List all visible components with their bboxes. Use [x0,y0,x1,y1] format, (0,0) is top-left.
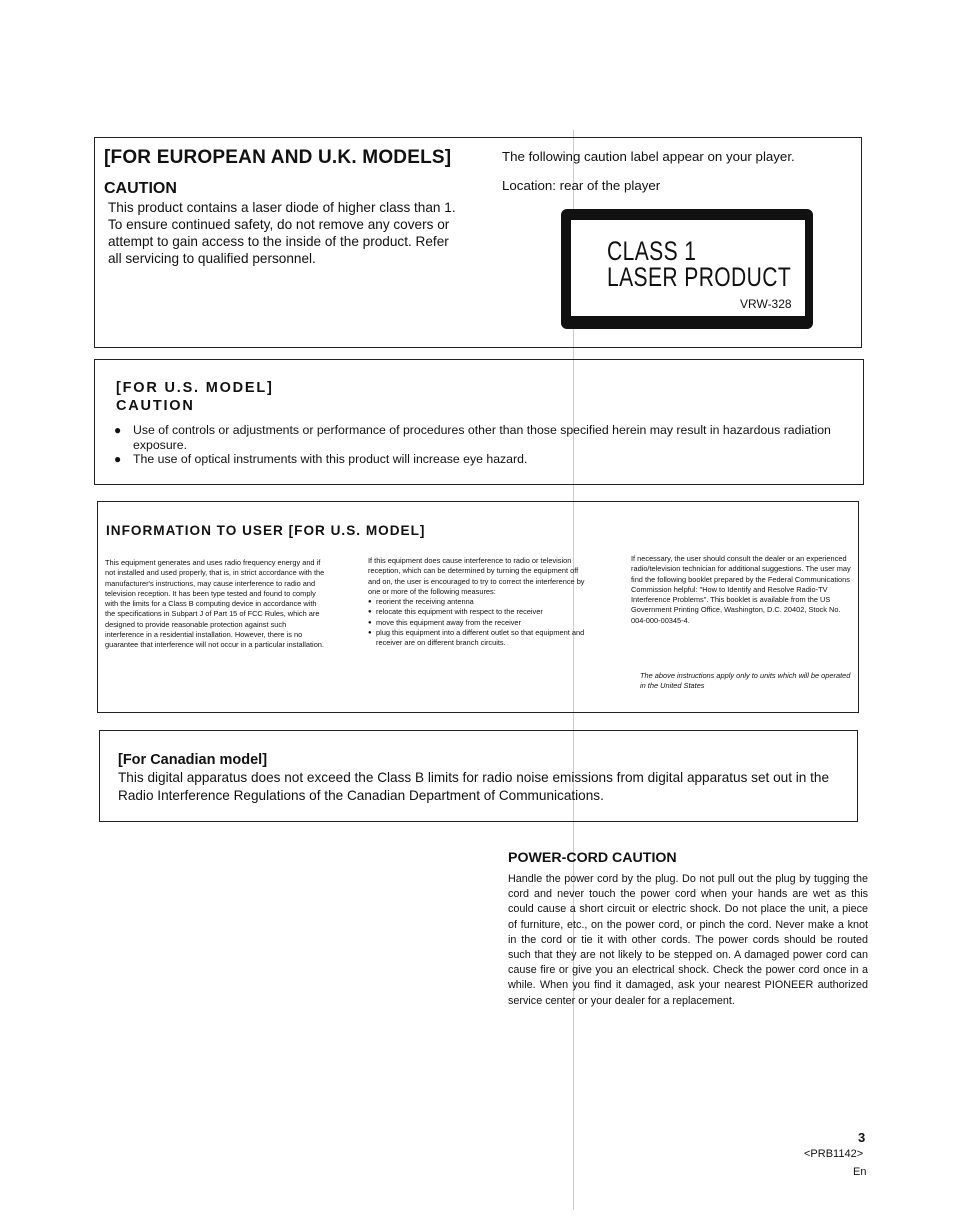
information-column-1: This equipment generates and uses radio frequency energy and if not installed and used properly, that is, in strict accordance with the manufacturer's instructions, may cause interference to radio and television reception. It has been type tested and found to comply with the limits for a Class B computing device in accordance with the specifications in Subpart J of Part 15 of FCC Rules, which are designed to provide reasonable protection against such interference in a residential installation. However, there is no guarantee that interference will not occur in a particular installation. [105,558,325,650]
label-location-text: Location: rear of the player [502,178,661,193]
list-item: ● plug this equipment into a different outlet so that equipment and receiver are on different branch circuits. [368,628,590,649]
laser-label-product: LASER PRODUCT [607,262,792,292]
information-title: INFORMATION TO USER [FOR U.S. MODEL] [106,523,426,538]
canadian-text: This digital apparatus does not exceed the Class B limits for radio noise emissions from digital apparatus set out in the Radio Interference Regulations of the Canadian Department of Communications. [118,770,830,803]
us-bullet-item [114,423,848,453]
page-number: 3 [858,1130,866,1145]
us-bullet-text: Use of controls or adjustments or performance of procedures other than those specified herein may result in hazardous radiation exposure. [133,423,831,452]
power-cord-title: POWER-CORD CAUTION [508,850,677,866]
information-column-2 [368,556,590,649]
european-caution-text: This product contains a laser diode of higher class than 1. To ensure continued safety, do not remove any covers or attempt to gain access to the inside of the product. Refer all servicing to qualified personnel. [108,200,456,266]
us-title: [FOR U.S. MODEL] [116,380,274,396]
interference-measures-list [368,597,590,648]
information-column-3: If necessary, the user should consult the dealer or an experienced radio/television technician for additional suggestions. The user may find the following booklet prepared by the Federal Communications Commission helpful: "How to Identify and Resolve Radio-TV Interference Problems". This booklet is available from the US Government Printing Office, Washington, D.C. 20402, Stock No. 004-000-00345-4. [631,554,851,625]
information-note: The above instructions apply only to units which will be operated in the United States [640,671,851,690]
information-column-2-intro: If this equipment does cause interference to radio or television reception, which can be determined by turning the equipment off and on, the user is encouraged to try to correct the interference by one or more of the following measures: [368,556,585,596]
bullet-icon: ● [114,452,122,466]
language-code: En [853,1166,867,1178]
us-bullet-item [114,452,848,467]
document-code: <PRB1142> [804,1148,864,1160]
list-item: ● reorient the receiving antenna [368,597,590,607]
us-bullet-text: The use of optical instruments with this product will increase eye hazard. [133,452,528,466]
us-caution-heading: CAUTION [116,398,195,414]
list-item: ● move this equipment away from the receiver [368,618,590,628]
canadian-title: [For Canadian model] [118,752,268,768]
bullet-icon: ● [114,423,122,437]
laser-label-class: CLASS 1 [607,236,697,266]
label-intro-text: The following caution label appear on your player. [502,149,795,164]
list-item: ● relocate this equipment with respect to the receiver [368,607,590,617]
laser-label-code: VRW-328 [740,297,792,311]
power-cord-text: Handle the power cord by the plug. Do not pull out the plug by tugging the cord and never touch the power cord when your hands are wet as this could cause a short circuit or electric shock. Do not place the unit, a piece of furniture, etc., on the power cord, or pinch the cord. Never make a knot in the cord or tie it with other cords. The power cords should be routed such that they are not likely to be stepped on. A damaged power cord can cause fire or give you an electrical shock. Check the power cord once in a while. When you find it damaged, ask your nearest PIONEER authorized service center or your dealer for a replacement. [508,873,868,1007]
european-caution-heading: CAUTION [104,180,177,197]
european-title: [FOR EUROPEAN AND U.K. MODELS] [104,147,452,168]
